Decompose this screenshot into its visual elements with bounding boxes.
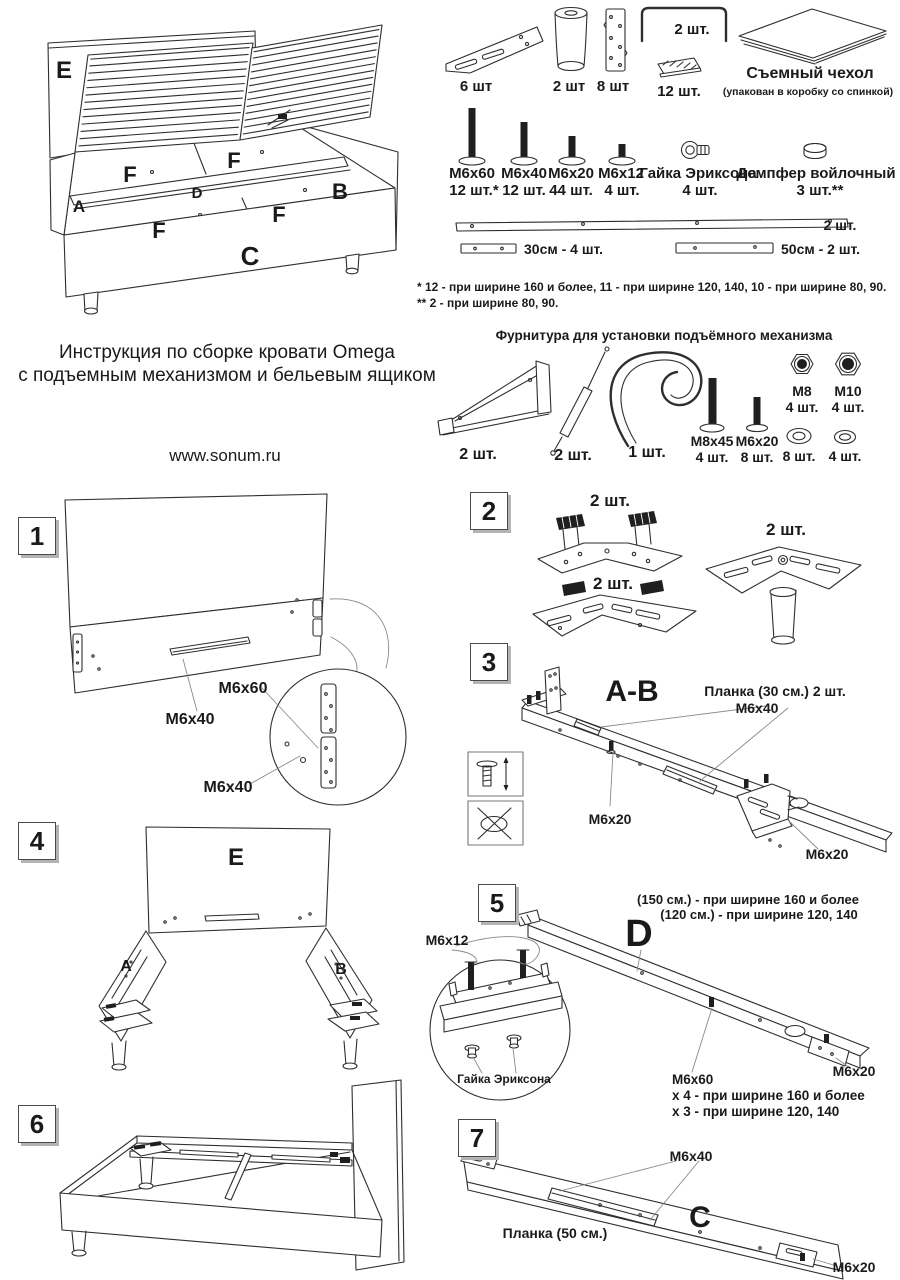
website-url: www.sonum.ru [169, 446, 281, 465]
step7-label-m6x20: M6x20 [832, 1259, 876, 1275]
step6-number: 6 [18, 1105, 56, 1143]
nut-m10-icon [836, 353, 861, 375]
step1-label-m6x40-top: M6x40 [165, 711, 215, 728]
qty-m6x60: 12 шт.* [449, 182, 499, 199]
step3-label-m6x40: M6x40 [735, 700, 779, 716]
strip-50cm-icon [676, 243, 773, 253]
step6-drawing [60, 1080, 404, 1270]
overview-label-f4: F [152, 218, 166, 243]
step5-label-erikson: Гайка Эриксона [457, 1072, 551, 1086]
overview-label-f3: F [272, 202, 286, 227]
step7-label-m6x40: M6x40 [669, 1148, 713, 1164]
screw-depth-icon [468, 752, 523, 796]
qty-gas-strut: 2 шт. [554, 447, 592, 464]
bolt-label-m6x20: M6x20 [548, 165, 594, 182]
qty-erikson-nut: 4 шт. [682, 182, 718, 199]
leg-icon [555, 8, 587, 71]
slat-panel-left [75, 43, 253, 152]
step2-qty-mid: 2 шт. [593, 574, 633, 593]
erikson-nut-icon [682, 142, 710, 159]
step3-number: 3 [470, 643, 508, 681]
step3-label-m6x20-mid: M6x20 [588, 811, 632, 827]
bolt-m8x45-icon [700, 378, 724, 432]
label-m6x20-mech: M6x20 [735, 433, 779, 449]
step5-note1: (150 см.) - при ширине 160 и более [637, 892, 859, 907]
bolt-label-m6x60: M6x60 [449, 165, 495, 182]
do-not-overtighten-icon [468, 801, 523, 845]
step4-label-e: E [227, 844, 245, 871]
step4-label-b: B [335, 961, 347, 978]
step5-m6x60-note1: x 4 - при ширине 160 и более [672, 1088, 865, 1103]
footnote-1: * 12 - при ширине 160 и более, 11 - при ширине 120, 140, 10 - при ширине 80, 90. [417, 280, 887, 294]
overview-label-b: B [332, 179, 348, 204]
qty-m8-nut: 4 шт. [785, 399, 819, 415]
qty-felt-pad: 12 шт. [657, 83, 701, 100]
felt-pad-icon [658, 58, 701, 77]
overview-label-d: D [191, 185, 203, 202]
label-m8-nut: M8 [792, 383, 812, 399]
qty-mounting-plate: 8 шт [596, 78, 630, 95]
overview-label-a: A [72, 197, 86, 216]
overview-label-e: E [55, 57, 73, 84]
bolt-m6x40-icon [511, 122, 537, 165]
qty-m8x45: 4 шт. [695, 449, 729, 465]
step5-number: 5 [478, 884, 516, 922]
step1-drawing [65, 494, 406, 805]
qty-corner-bracket: 6 шт [459, 78, 493, 95]
bolt-label-m6x40: M6x40 [501, 165, 547, 182]
label-m10-nut: M10 [834, 383, 862, 399]
lift-mechanism-icon [438, 361, 551, 435]
step7-drawing [461, 1148, 843, 1279]
bolt-m6x20-mech-icon [747, 397, 768, 432]
label-m8x45: M8x45 [690, 433, 734, 449]
qty-m6x20-mech: 8 шт. [740, 449, 774, 465]
step1-number: 1 [18, 517, 56, 555]
step4-number: 4 [18, 822, 56, 860]
qty-washer-8: 8 шт. [782, 448, 816, 464]
qty-m6x40: 12 шт. [502, 182, 546, 199]
washer-4-icon [835, 431, 856, 444]
step5-label-d: D [625, 913, 653, 955]
step3-label-m6x20-end: M6x20 [805, 846, 849, 862]
label-felt-damper: Демпфер войлочный [736, 165, 896, 182]
qty-m6x12: 4 шт. [604, 182, 640, 199]
nut-m8-icon [791, 355, 813, 374]
overview-label-c: C [240, 241, 260, 271]
mounting-plate-icon [604, 9, 627, 71]
step5-label-m6x60: M6x60 [672, 1072, 714, 1087]
qty-felt-damper: 3 шт.** [796, 182, 844, 199]
overview-label-f1: F [123, 162, 137, 187]
qty-lift-mechanism: 2 шт. [459, 446, 497, 463]
felt-damper-icon [804, 144, 826, 159]
step7-number: 7 [458, 1119, 496, 1157]
corner-bracket-icon [446, 27, 543, 73]
qty-washer-4: 4 шт. [828, 448, 862, 464]
strip-30cm-icon [461, 244, 516, 253]
label-erikson-nut: Гайка Эриксона [639, 165, 757, 182]
bolt-label-m6x12: M6x12 [598, 165, 644, 182]
hardware-kit-drawing [446, 8, 886, 254]
bolt-m6x20-icon [559, 136, 585, 165]
cover-icon [739, 9, 886, 64]
step1-label-m6x60: M6x60 [218, 680, 268, 697]
footnote-2: ** 2 - при ширине 80, 90. [417, 296, 559, 310]
long-strip-icon [456, 219, 848, 231]
gas-strut-icon [551, 347, 609, 455]
label-strip-50: 50см - 2 шт. [781, 241, 861, 257]
qty-m6x20: 44 шт. [549, 182, 593, 199]
step2-number: 2 [470, 492, 508, 530]
step3-plank-label: Планка (30 см.) 2 шт. [704, 683, 846, 699]
qty-long-strip: 2 шт. [823, 217, 857, 233]
step5-note2: (120 см.) - при ширине 120, 140 [660, 907, 858, 922]
step2-drawing [533, 511, 861, 644]
step3-title-ab: A-B [605, 675, 659, 708]
qty-u-bracket: 2 шт. [674, 21, 710, 38]
step4-label-a: A [120, 958, 132, 975]
overview-bed-drawing [48, 25, 398, 314]
page-title-line1: Инструкция по сборке кровати Omega [59, 342, 395, 363]
step5-label-m6x20: M6x20 [832, 1063, 876, 1079]
washer-8-icon [787, 429, 811, 444]
page-title-line2: с подъемным механизмом и бельевым ящиком [18, 365, 436, 386]
bolt-m6x60-icon [459, 108, 485, 165]
step2-qty-top: 2 шт. [590, 491, 630, 510]
qty-leg: 2 шт [552, 78, 586, 95]
step7-label-c: C [689, 1201, 711, 1234]
step5-label-m6x12: M6x12 [425, 932, 469, 948]
step1-label-m6x40-bottom: M6x40 [203, 779, 253, 796]
slat-panel-right [240, 25, 382, 140]
overview-label-f2: F [227, 148, 241, 173]
strap-icon [611, 352, 702, 446]
qty-m10-nut: 4 шт. [831, 399, 865, 415]
label-strip-30: 30см - 4 шт. [524, 241, 604, 257]
cover-subtitle: (упакован в коробку со спинкой) [722, 86, 894, 98]
step7-plank-label: Планка (50 см.) [502, 1225, 608, 1241]
cover-title: Съемный чехол [746, 65, 874, 82]
bolt-m6x12-icon [609, 144, 635, 165]
mechanism-kit-title: Фурнитура для установки подъёмного механизма [495, 328, 833, 343]
step2-qty-right: 2 шт. [766, 520, 806, 539]
step5-m6x60-note2: x 3 - при ширине 120, 140 [672, 1104, 840, 1119]
qty-strap: 1 шт. [628, 444, 666, 461]
